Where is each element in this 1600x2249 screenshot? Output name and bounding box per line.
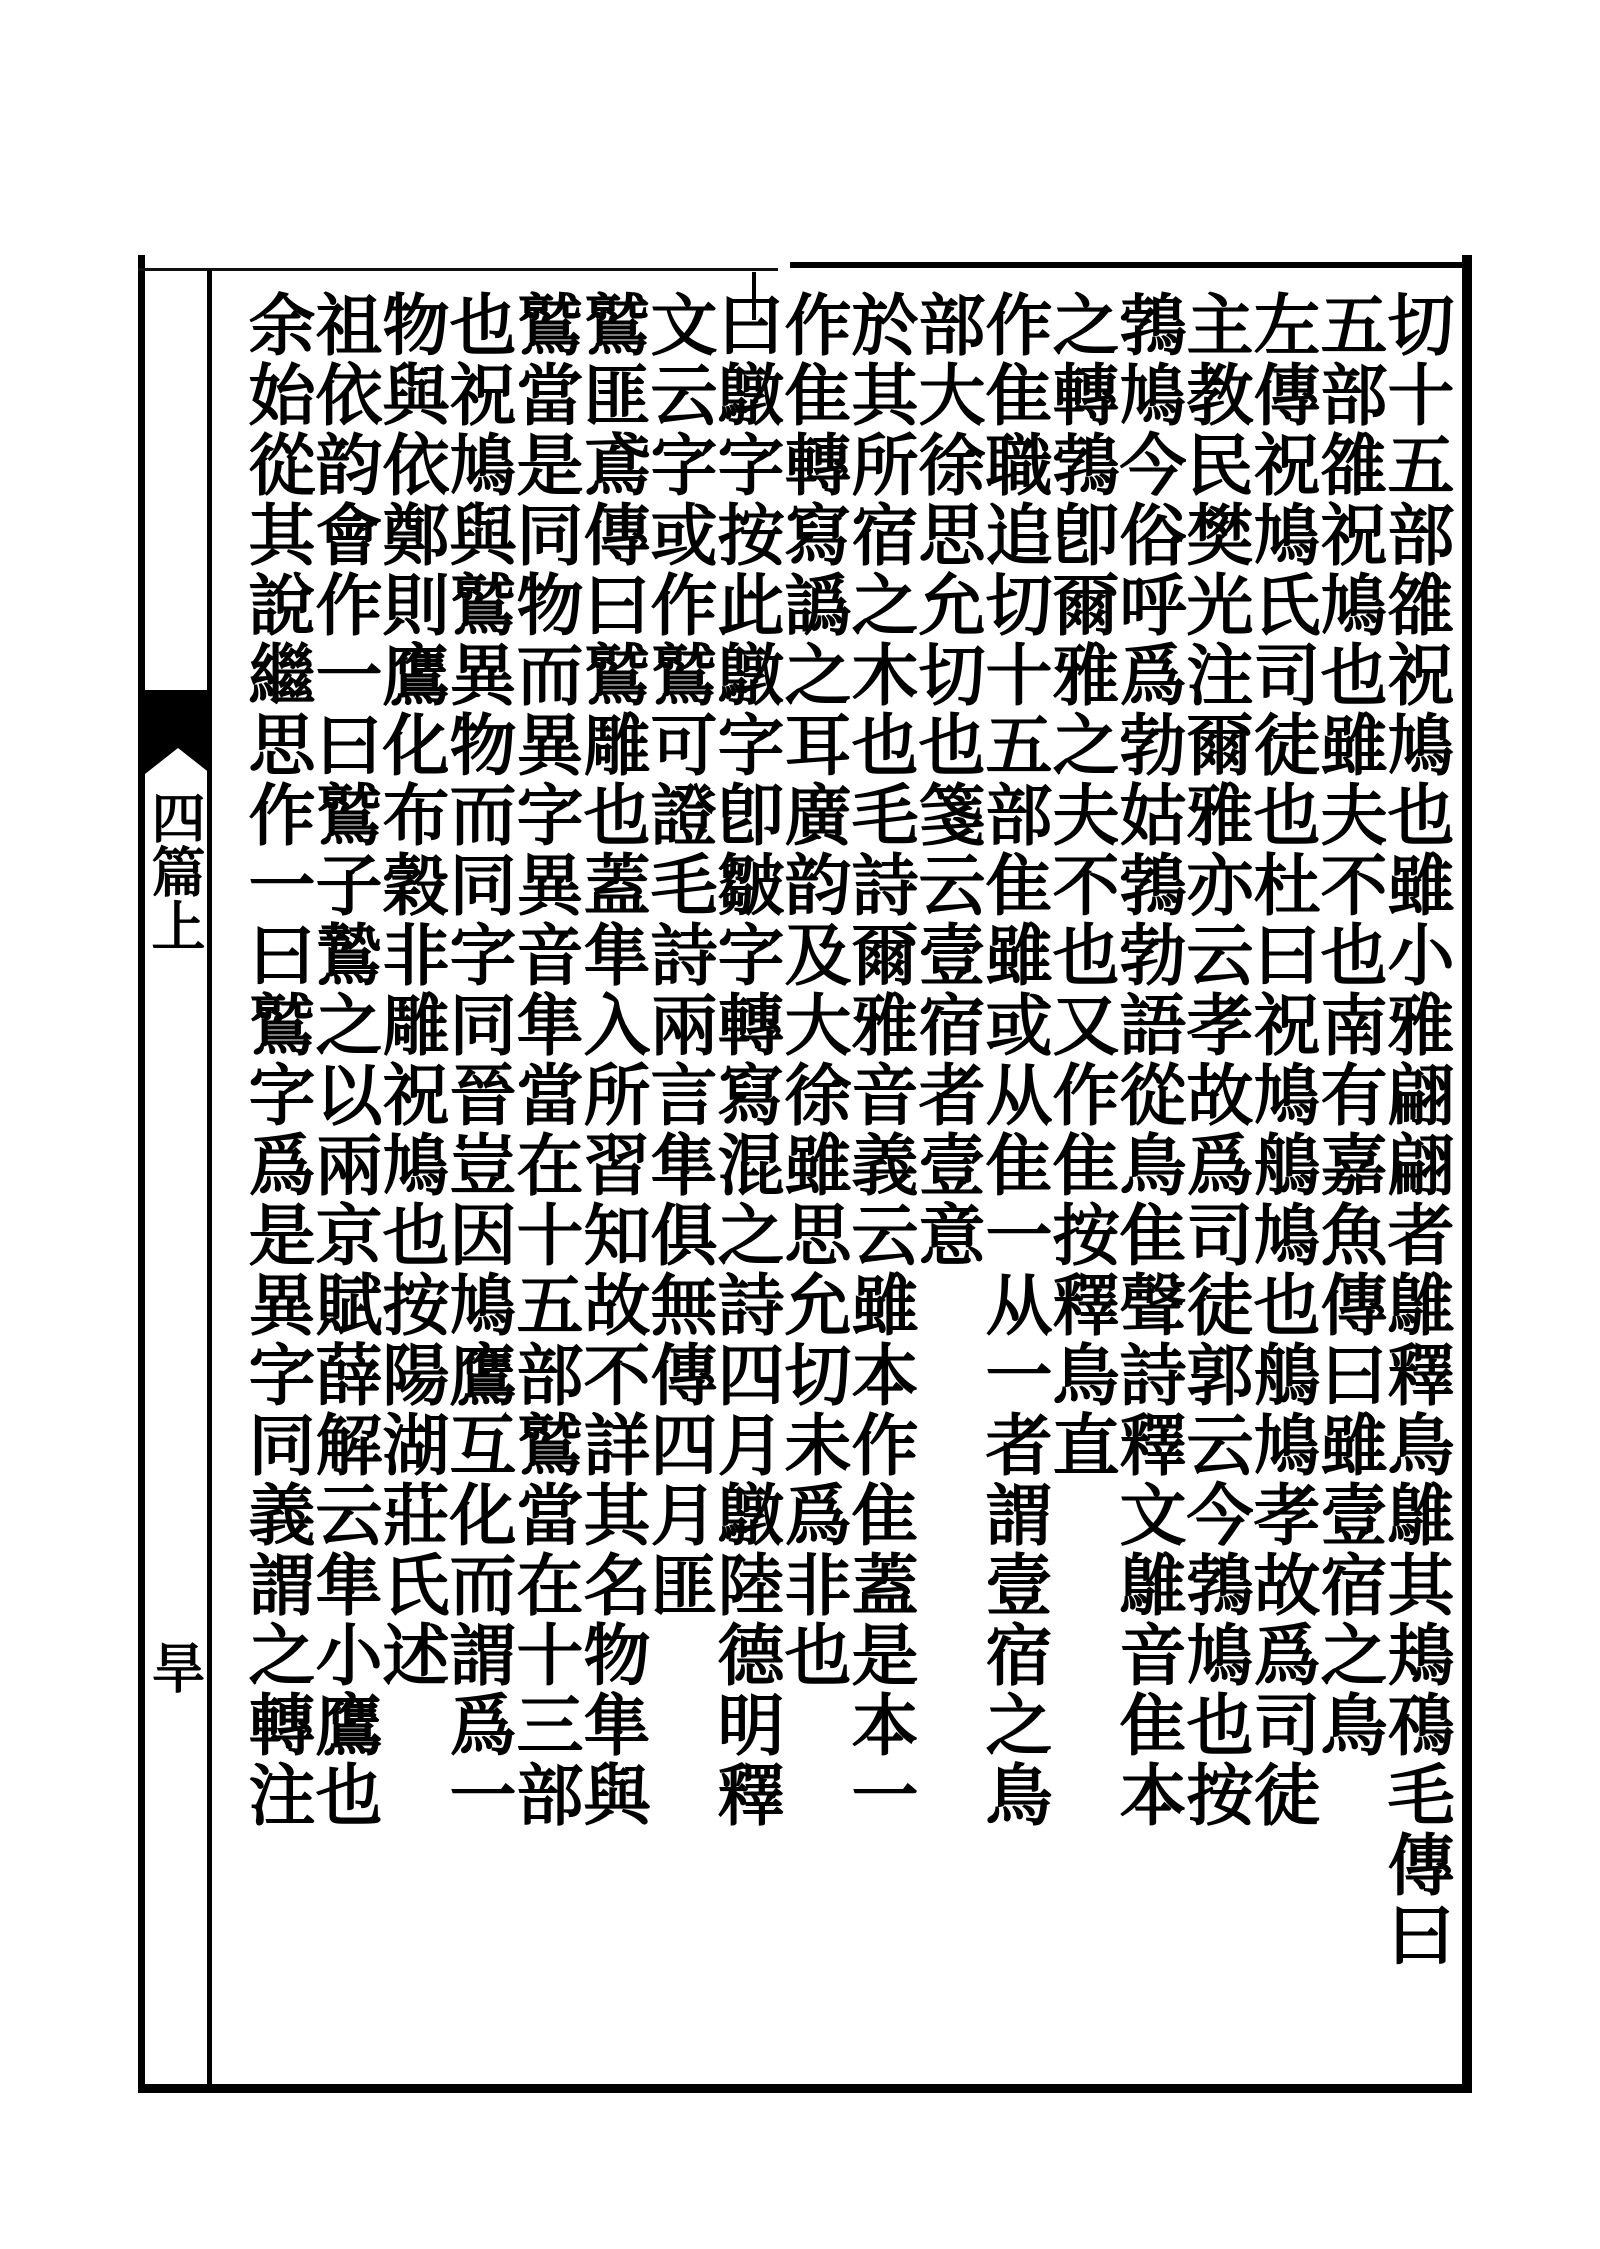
text-column: 部大徐思允切也箋云壹宿者壹意 bbox=[908, 290, 987, 1270]
text-column: 之轉鵓卽爾雅之夫不也又作隹按釋鳥直 bbox=[1042, 290, 1121, 1480]
text-column: 物與依鄭則鷹化布穀非雕祝鳩也按陽湖莊氏述 bbox=[372, 290, 451, 1690]
margin-page-number: 旱 bbox=[143, 1640, 207, 1694]
text-column: 作隹轉寫譌之耳廣韵及大徐雖思允切未爲非也 bbox=[774, 290, 853, 1690]
margin-rule bbox=[207, 270, 212, 2088]
text-column: 鵓鳩今俗呼爲勃姑鵓勃語從鳥隹聲詩釋文鵻音隹本 bbox=[1109, 290, 1188, 1830]
margin-section-label: 四篇上 bbox=[143, 790, 207, 952]
text-column: 主教民樊光注爾雅亦云孝故爲司徒郭云今鵓鳩也按 bbox=[1176, 290, 1255, 1830]
frame-top-rule-left bbox=[138, 268, 778, 271]
text-column: 左傳祝鳩氏司徒也杜曰祝鳩鵃鳩也鵃鳩孝故爲司徒 bbox=[1243, 290, 1322, 1830]
text-column: 鷲當是同物而異字異音隼當在十五部鷲當在十三部 bbox=[506, 290, 585, 1830]
fishtail-mark bbox=[145, 690, 211, 748]
frame-top-rule-right bbox=[790, 262, 1472, 268]
text-column: 文云字或作鷲可證毛詩兩言隼俱無傳四月匪 bbox=[640, 290, 719, 1620]
text-column: 也祝鳩與鷲異物而同字同晉豈因鳩鷹互化而謂爲一 bbox=[439, 290, 518, 1830]
text-column: 切十五部𨿅祝鳩也雖小雅翩翩者鵻釋鳥鵻其鳺鴀毛傳曰 bbox=[1377, 290, 1456, 1970]
text-column: 祖依韵會作一曰鷲子鷙之以兩京賦薛解云隼小鷹也 bbox=[305, 290, 384, 1830]
text-column: 五部𨿅祝鳩也雖夫不也南有嘉魚傳曰雖壹宿之鳥 bbox=[1310, 290, 1389, 1760]
text-column: 余始從其說繼思作一曰鷲字爲是異字同義謂之轉注 bbox=[238, 290, 317, 1830]
fishtail-notch bbox=[145, 748, 211, 774]
text-column: 於其所宿之木也毛詩爾雅音義云雖本作隹蓋是本一 bbox=[841, 290, 920, 1830]
text-column: 作隹職追切十五部隹雖或从隹一从一者謂壹宿之鳥 bbox=[975, 290, 1054, 1830]
text-column: 鷲匪鳶傳曰鷲雕也蓋隼入所習知故不詳其名物隼與 bbox=[573, 290, 652, 1830]
text-column: 曰鷻字按此鷻字卽皺字轉寫混之詩四月鷻陸德明釋 bbox=[707, 290, 786, 1830]
